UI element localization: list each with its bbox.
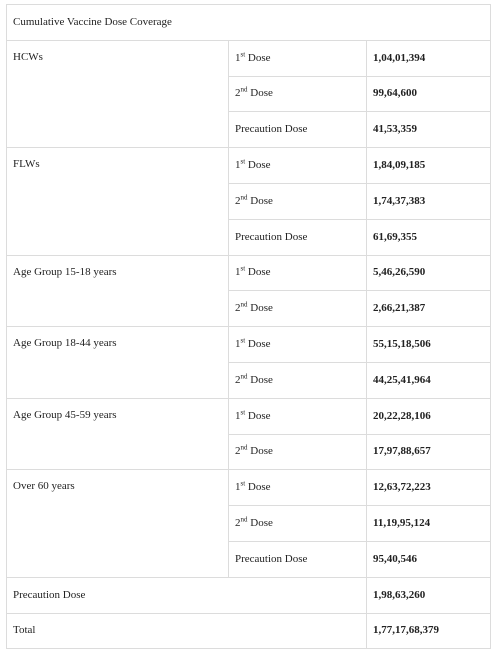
group-label: FLWs xyxy=(7,148,229,255)
dose-number: 2 xyxy=(235,373,241,386)
dose-ordinal-suffix: nd xyxy=(240,300,248,309)
dose-label xyxy=(229,255,367,291)
dose-count: 95,40,546 xyxy=(367,541,491,577)
summary-label: Total xyxy=(7,613,367,649)
dose-label xyxy=(229,76,367,112)
dose-label xyxy=(229,398,367,434)
dose-count: 61,69,355 xyxy=(367,219,491,255)
table-row xyxy=(7,40,491,76)
dose-ordinal-suffix: st xyxy=(240,157,246,166)
dose-word: Dose xyxy=(245,266,271,279)
summary-row xyxy=(7,577,491,613)
dose-count: 5,46,26,590 xyxy=(367,255,491,291)
table-body xyxy=(7,5,491,649)
dose-number: 2 xyxy=(235,517,241,530)
dose-number: 1 xyxy=(235,481,241,494)
dose-label xyxy=(229,362,367,398)
dose-word: Dose xyxy=(245,481,271,494)
vaccine-coverage-table xyxy=(6,4,491,649)
dose-number: 2 xyxy=(235,302,241,315)
dose-word: Dose xyxy=(245,409,271,422)
dose-number: 1 xyxy=(235,51,241,64)
dose-word: Dose xyxy=(247,517,273,530)
dose-count: 41,53,359 xyxy=(367,112,491,148)
dose-count: 12,63,72,223 xyxy=(367,470,491,506)
group-label: Age Group 18-44 years xyxy=(7,327,229,399)
dose-ordinal-suffix: nd xyxy=(240,193,248,202)
dose-label xyxy=(229,541,367,577)
dose-number: Precaution Dose xyxy=(235,230,308,243)
summary-value: 1,98,63,260 xyxy=(367,577,491,613)
dose-label xyxy=(229,291,367,327)
dose-count: 20,22,28,106 xyxy=(367,398,491,434)
dose-label xyxy=(229,40,367,76)
dose-count: 17,97,88,657 xyxy=(367,434,491,470)
dose-count: 99,64,600 xyxy=(367,76,491,112)
group-label: Over 60 years xyxy=(7,470,229,577)
dose-ordinal-suffix: st xyxy=(240,479,246,488)
dose-word: Dose xyxy=(247,373,273,386)
dose-number: 2 xyxy=(235,87,241,100)
dose-label xyxy=(229,506,367,542)
dose-label xyxy=(229,183,367,219)
dose-count: 55,15,18,506 xyxy=(367,327,491,363)
summary-value: 1,77,17,68,379 xyxy=(367,613,491,649)
dose-label xyxy=(229,148,367,184)
table-row xyxy=(7,255,491,291)
dose-ordinal-suffix: st xyxy=(240,50,246,59)
dose-count: 44,25,41,964 xyxy=(367,362,491,398)
table-title-row xyxy=(7,5,491,41)
dose-ordinal-suffix: nd xyxy=(240,515,248,524)
dose-label xyxy=(229,327,367,363)
dose-number: 1 xyxy=(235,266,241,279)
dose-label xyxy=(229,470,367,506)
dose-count: 1,84,09,185 xyxy=(367,148,491,184)
dose-word: Dose xyxy=(245,338,271,351)
dose-ordinal-suffix: st xyxy=(240,336,246,345)
summary-label: Precaution Dose xyxy=(7,577,367,613)
dose-count: 2,66,21,387 xyxy=(367,291,491,327)
group-label: Age Group 15-18 years xyxy=(7,255,229,327)
table-row xyxy=(7,398,491,434)
table-row xyxy=(7,327,491,363)
dose-number: 1 xyxy=(235,338,241,351)
dose-label xyxy=(229,434,367,470)
dose-number: 1 xyxy=(235,159,241,172)
dose-ordinal-suffix: nd xyxy=(240,372,248,381)
dose-word: Dose xyxy=(247,302,273,315)
dose-number: Precaution Dose xyxy=(235,552,308,565)
group-label: Age Group 45-59 years xyxy=(7,398,229,470)
dose-ordinal-suffix: nd xyxy=(240,85,248,94)
dose-word: Dose xyxy=(247,194,273,207)
dose-number: Precaution Dose xyxy=(235,123,308,136)
summary-row xyxy=(7,613,491,649)
dose-count: 1,04,01,394 xyxy=(367,40,491,76)
dose-number: 2 xyxy=(235,194,241,207)
dose-label xyxy=(229,112,367,148)
group-label: HCWs xyxy=(7,40,229,147)
dose-count: 1,74,37,383 xyxy=(367,183,491,219)
dose-word: Dose xyxy=(247,87,273,100)
dose-number: 2 xyxy=(235,445,241,458)
table-row xyxy=(7,470,491,506)
dose-ordinal-suffix: nd xyxy=(240,443,248,452)
table-title: Cumulative Vaccine Dose Coverage xyxy=(7,5,491,41)
dose-word: Dose xyxy=(245,51,271,64)
table-row xyxy=(7,148,491,184)
dose-number: 1 xyxy=(235,409,241,422)
dose-ordinal-suffix: st xyxy=(240,264,246,273)
dose-word: Dose xyxy=(245,159,271,172)
dose-label xyxy=(229,219,367,255)
dose-word: Dose xyxy=(247,445,273,458)
dose-count: 11,19,95,124 xyxy=(367,506,491,542)
dose-ordinal-suffix: st xyxy=(240,408,246,416)
